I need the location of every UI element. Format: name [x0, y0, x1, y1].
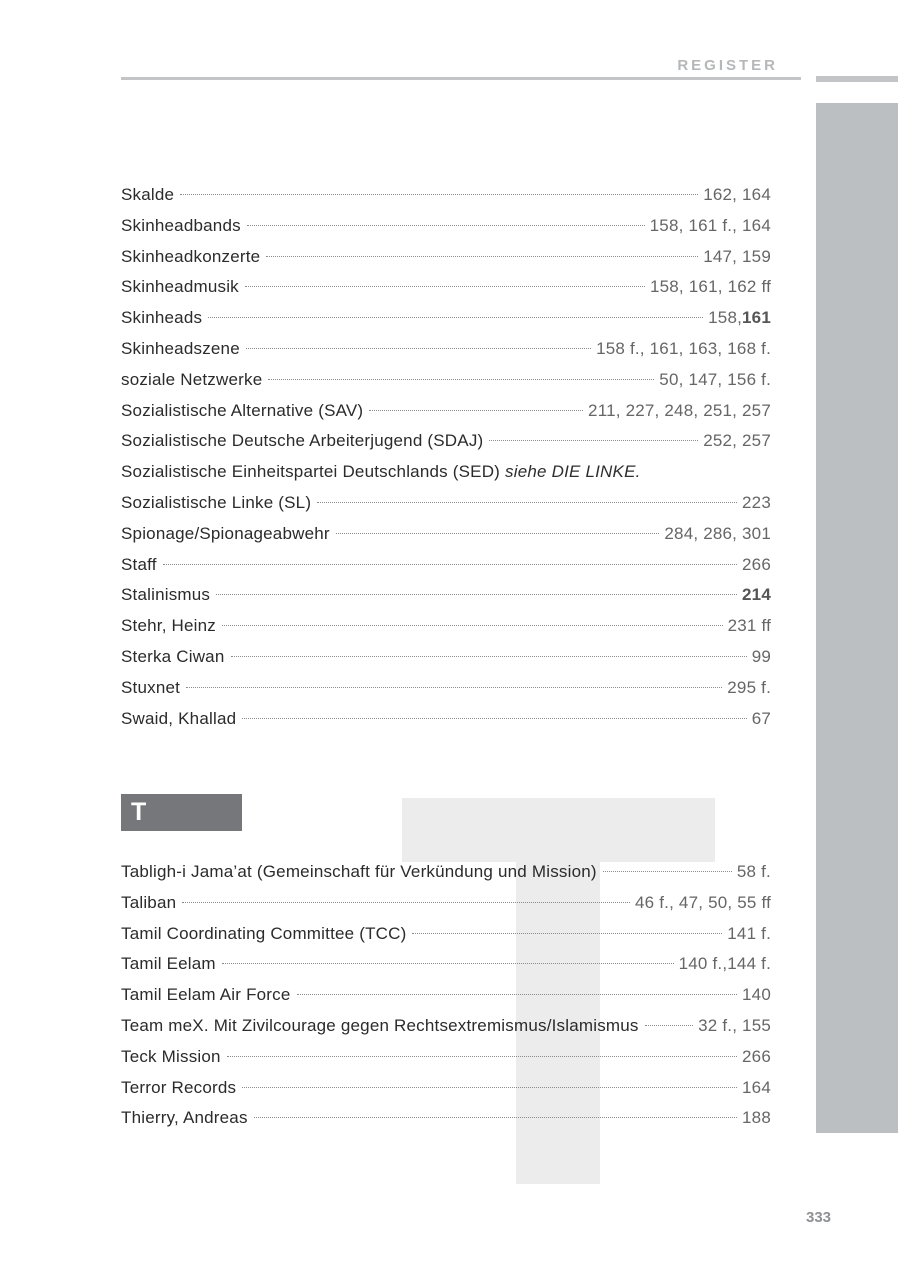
index-list-s	[121, 185, 771, 739]
main-page-number: 214	[742, 585, 771, 605]
dot-leader	[246, 348, 591, 349]
dot-leader	[336, 533, 660, 534]
index-term: Team meX. Mit Zivilcourage gegen Rechtsextremismus/Islamismus	[121, 1015, 639, 1035]
dot-leader	[222, 963, 674, 964]
page-references	[742, 585, 771, 605]
dot-leader	[222, 625, 723, 626]
index-entry	[121, 401, 771, 432]
dot-leader	[317, 502, 737, 503]
page-references	[752, 709, 771, 729]
page-numbers: 67	[751, 708, 771, 728]
page-references	[742, 555, 771, 575]
dot-leader	[180, 194, 698, 195]
page-numbers: 162, 164	[703, 185, 771, 204]
index-entry	[121, 462, 771, 493]
page-numbers: 164	[742, 1077, 771, 1097]
index-term: Skinheadbands	[121, 215, 241, 235]
page-references	[659, 370, 771, 390]
index-entry	[121, 616, 771, 647]
page-references	[742, 1047, 771, 1067]
index-term: soziale Netzwerke	[121, 369, 263, 389]
index-entry	[121, 954, 771, 985]
index-term: Terror Records	[121, 1077, 237, 1097]
index-term: Tamil Coordinating Committee (TCC)	[121, 923, 407, 943]
page-references	[727, 924, 771, 944]
index-entry	[121, 555, 771, 586]
page-numbers: 158, 161 f., 164	[649, 215, 771, 235]
page-numbers: 266	[742, 1046, 771, 1066]
page-references	[752, 647, 771, 667]
index-entry	[121, 1016, 771, 1047]
thumb-index-tab	[816, 103, 898, 1133]
index-term: Spionage/Spionageabwehr	[121, 523, 330, 543]
index-term: Sterka Ciwan	[121, 646, 225, 666]
page-numbers: 158 f., 161, 163, 168 f.	[596, 338, 771, 358]
page-references	[650, 277, 771, 297]
page-numbers: 284, 286, 301	[664, 523, 771, 543]
dot-leader	[268, 379, 654, 380]
index-entry	[121, 185, 771, 216]
index-term: Stehr, Heinz	[121, 616, 217, 636]
page-number: 333	[806, 1209, 832, 1226]
index-term: Sozialistische Alternative (SAV)	[121, 400, 364, 420]
page-references	[596, 339, 771, 359]
index-entry	[121, 1047, 771, 1078]
index-term: Skinheadkonzerte	[121, 246, 261, 266]
dot-leader	[182, 902, 630, 903]
page-references	[742, 985, 771, 1005]
main-page-number: 161	[742, 308, 771, 328]
page-numbers: 223	[742, 492, 771, 512]
page-references	[635, 893, 771, 913]
page-references	[703, 247, 771, 267]
index-entry	[121, 893, 771, 924]
index-term: Tamil Eelam Air Force	[121, 985, 291, 1005]
page-numbers: 147, 159	[703, 246, 771, 266]
page-numbers: 211, 227, 248, 251, 257	[588, 400, 771, 420]
index-term: Skinheads	[121, 308, 203, 328]
index-term: Tamil Eelam	[121, 954, 216, 974]
page-references	[742, 493, 771, 513]
dot-leader	[216, 594, 737, 595]
index-term: Sozialistische Einheitspartei Deutschlands (SED)	[121, 462, 501, 482]
index-entry	[121, 524, 771, 555]
dot-leader	[186, 687, 722, 688]
index-entry	[121, 370, 771, 401]
dot-leader	[245, 286, 645, 287]
index-entry	[121, 924, 771, 955]
dot-leader	[297, 994, 738, 995]
page-numbers: 158,	[708, 308, 743, 328]
index-list-t	[121, 862, 771, 1139]
index-entry	[121, 216, 771, 247]
page-references	[664, 524, 771, 544]
page-numbers: 266	[742, 554, 771, 574]
page-references	[728, 616, 771, 636]
page-numbers: 46 f., 47, 50, 55 ff	[634, 892, 771, 912]
section-letter-heading	[121, 794, 242, 831]
section-letter: T	[131, 798, 147, 826]
page-numbers: 32 f., 155	[698, 1015, 771, 1035]
page-references	[679, 954, 771, 974]
index-entry	[121, 339, 771, 370]
index-entry	[121, 1078, 771, 1109]
dot-leader	[208, 317, 703, 318]
page-references	[737, 862, 771, 882]
page-references	[703, 431, 771, 451]
dot-leader	[645, 1025, 693, 1026]
page-references	[742, 1078, 771, 1098]
index-term: Sozialistische Deutsche Arbeiterjugend (SDAJ)	[121, 431, 484, 451]
dot-leader	[242, 1087, 737, 1088]
dot-leader	[369, 410, 583, 411]
dot-leader	[266, 256, 698, 257]
dot-leader	[489, 440, 698, 441]
index-term: Taliban	[121, 892, 177, 912]
index-term: Teck Mission	[121, 1046, 221, 1066]
index-term: Swaid, Khallad	[121, 708, 237, 728]
page-references	[703, 185, 771, 205]
index-entry	[121, 709, 771, 740]
index-entry	[121, 308, 771, 339]
page-numbers: 158, 161, 162 ff	[649, 277, 771, 297]
page-numbers: 141 f.	[727, 923, 771, 943]
index-term: Stuxnet	[121, 677, 181, 697]
index-term: Skinheadszene	[121, 338, 240, 358]
page-references	[588, 401, 771, 421]
edge-rule	[816, 76, 898, 82]
index-entry	[121, 493, 771, 524]
dot-leader	[231, 656, 747, 657]
running-header: REGISTER	[677, 57, 778, 74]
page-references	[708, 308, 771, 328]
index-entry	[121, 1108, 771, 1139]
index-term: Thierry, Andreas	[121, 1108, 248, 1128]
index-term: Sozialistische Linke (SL)	[121, 492, 312, 512]
dot-leader	[254, 1117, 737, 1118]
watermark-letter-bar	[402, 798, 715, 862]
page-numbers: 58 f.	[736, 862, 771, 881]
page-numbers: 99	[751, 646, 771, 666]
index-entry	[121, 585, 771, 616]
dot-leader	[242, 718, 746, 719]
index-entry	[121, 862, 771, 893]
page-numbers: 50, 147, 156 f.	[659, 369, 771, 389]
page-numbers: 295 f.	[727, 677, 771, 697]
index-entry	[121, 277, 771, 308]
page-numbers: 252, 257	[703, 431, 771, 451]
page-references	[727, 678, 771, 698]
header-rule	[121, 77, 801, 80]
dot-leader	[247, 225, 645, 226]
dot-leader	[227, 1056, 737, 1057]
index-entry	[121, 431, 771, 462]
index-term: Tabligh-i Jama’at (Gemeinschaft für Verkündung und Mission)	[121, 862, 597, 881]
dot-leader	[603, 871, 732, 872]
page-references	[742, 1108, 771, 1128]
index-entry	[121, 985, 771, 1016]
index-term: Staff	[121, 554, 157, 574]
dot-leader	[163, 564, 737, 565]
page-numbers: 231 ff	[727, 616, 771, 636]
dot-leader	[412, 933, 722, 934]
page-numbers: 140	[742, 985, 771, 1005]
index-term: Skalde	[121, 185, 175, 204]
page-references	[698, 1016, 771, 1036]
page-numbers: 188	[742, 1108, 771, 1128]
cross-reference: siehe DIE LINKE.	[505, 462, 641, 482]
index-entry	[121, 678, 771, 709]
index-term: Stalinismus	[121, 585, 211, 605]
page-numbers: 140 f.,144 f.	[678, 954, 771, 974]
index-entry	[121, 647, 771, 678]
index-term: Skinheadmusik	[121, 277, 239, 297]
page-references	[650, 216, 771, 236]
index-entry	[121, 247, 771, 278]
